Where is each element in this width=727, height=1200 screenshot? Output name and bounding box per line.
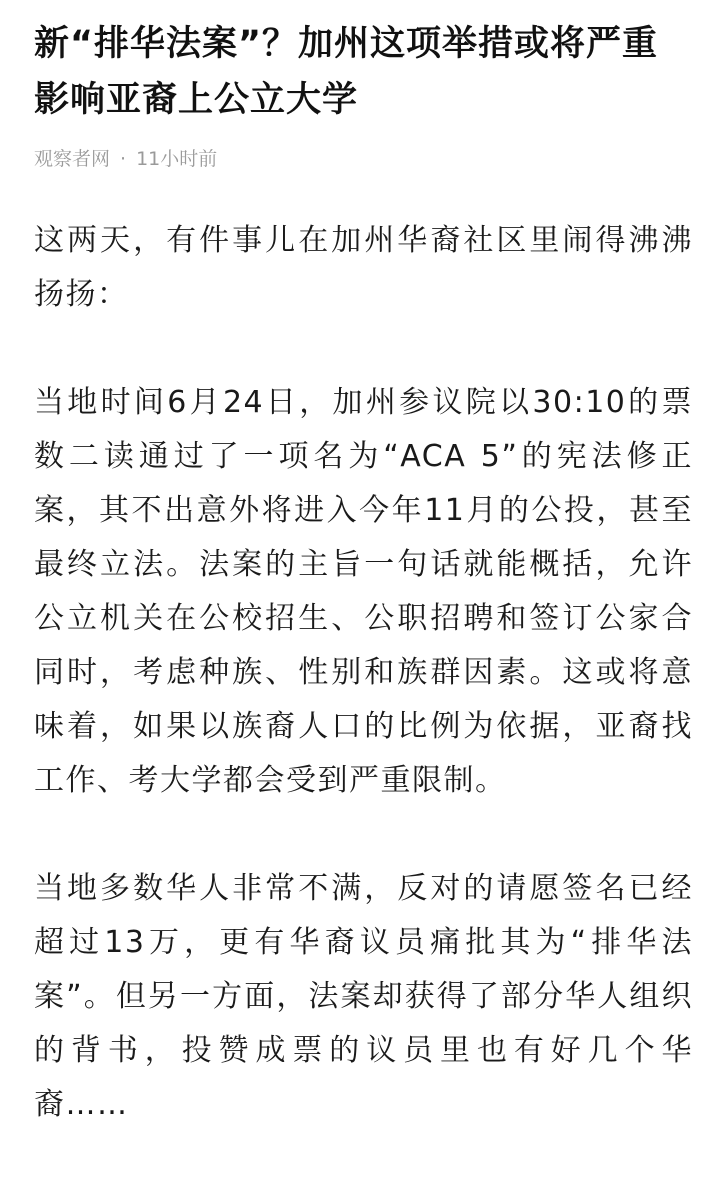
paragraph-2: 当地时间6月24日，加州参议院以30:10的票数二读通过了一项名为“ACA 5”的宪法修正案，其不出意外将进入今年11月的公投，甚至最终立法。法案的主旨一句话就能概括，允许公立机关在公校招生、公职招聘和签订公家合同时，考虑种族、性别和族群因素。这或将意味着，如果以族裔人口的比例为依据，亚裔找工作、考大学都会受到严重限制。 — [34, 385, 693, 798]
article-title: 新“排华法案”？加州这项举措或将严重影响亚裔上公立大学 — [34, 24, 659, 120]
meta-separator: · — [120, 148, 127, 170]
publish-time: 11小时前 — [136, 148, 218, 170]
article-meta — [34, 146, 693, 172]
paragraph-1: 这两天，有件事儿在加州华裔社区里闹得沸沸扬扬： — [34, 223, 693, 312]
article-body — [34, 214, 693, 1132]
paragraph-3: 当地多数华人非常不满，反对的请愿签名已经超过13万，更有华裔议员痛批其为“排华法案”。但另一方面，法案却获得了部分华人组织的背书，投赞成票的议员里也有好几个华裔…… — [34, 871, 693, 1122]
source-name[interactable]: 观察者网 — [34, 148, 111, 170]
